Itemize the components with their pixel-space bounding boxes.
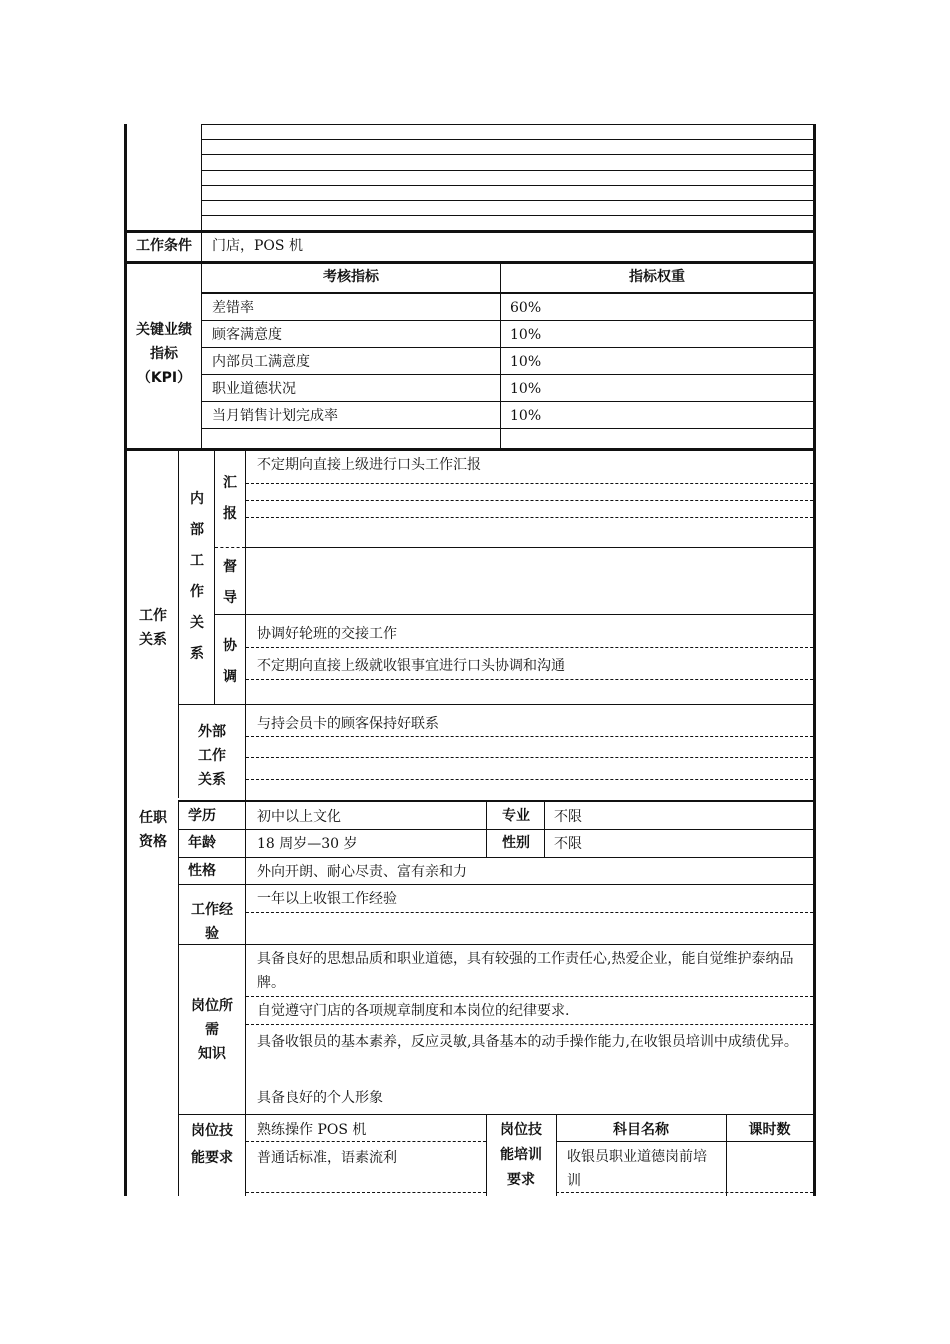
skill-label: 岗位技 能要求	[191, 1123, 233, 1166]
qualifications-label: 任职 资格	[139, 810, 167, 850]
gender-label: 性别	[502, 835, 530, 851]
education-label: 学历	[188, 808, 216, 824]
education-value: 初中以上文化	[257, 809, 341, 825]
external-relations-label: 外部 工作 关系	[198, 724, 226, 788]
knowledge-item-0: 具备良好的思想品质和职业道德，具有较强的工作责任心,热爱企业，能自觉维护泰纳品牌。	[257, 951, 794, 991]
kpi-indicator-3: 职业道德状况	[212, 381, 296, 397]
internal-relations-label: 内 部 工 作 关 系	[190, 491, 204, 662]
knowledge-label: 岗位所 需 知识	[191, 998, 233, 1062]
kpi-indicator-2: 内部员工满意度	[212, 354, 310, 370]
job-description-table	[124, 124, 816, 1196]
kpi-weight-3: 10%	[510, 381, 542, 397]
training-col-hours: 课时数	[748, 1122, 791, 1138]
personality-label: 性格	[188, 863, 216, 879]
training-subject-0: 收银员职业道德岗前培训	[567, 1149, 707, 1189]
kpi-col-indicator: 考核指标	[323, 269, 379, 285]
kpi-col-weight: 指标权重	[629, 269, 685, 285]
report-line-0: 不定期向直接上级进行口头工作汇报	[257, 457, 481, 473]
skill-item-0: 熟练操作 POS 机	[257, 1122, 367, 1138]
kpi-indicator-1: 顾客满意度	[212, 327, 282, 343]
age-label: 年龄	[188, 835, 216, 851]
kpi-label: 关键业绩 指标 （KPI）	[136, 322, 192, 386]
coordinate-line-0: 协调好轮班的交接工作	[257, 626, 397, 642]
experience-label: 工作经 验	[191, 902, 233, 942]
external-line-0: 与持会员卡的顾客保持好联系	[257, 716, 439, 732]
kpi-weight-0: 60%	[510, 300, 542, 316]
coordinate-label: 协 调	[223, 638, 237, 685]
knowledge-item-2: 具备收银员的基本素养，反应灵敏,具备基本的动手操作能力,在收银员培训中成绩优异。	[257, 1034, 798, 1050]
gender-value: 不限	[554, 836, 582, 852]
personality-value: 外向开朗、耐心尽责、富有亲和力	[257, 864, 467, 880]
work-conditions-label: 工作条件	[136, 238, 192, 254]
major-value: 不限	[554, 809, 582, 825]
knowledge-item-3: 具备良好的个人形象	[257, 1090, 383, 1106]
training-col-subject: 科目名称	[613, 1122, 669, 1138]
report-label: 汇 报	[223, 475, 237, 522]
table-border-left	[124, 124, 127, 1196]
table-border-right	[813, 124, 816, 1196]
experience-value: 一年以上收银工作经验	[257, 891, 397, 907]
relations-label: 工作 关系	[139, 608, 167, 648]
kpi-weight-2: 10%	[510, 354, 542, 370]
knowledge-item-1: 自觉遵守门店的各项规章制度和本岗位的纪律要求.	[257, 1003, 570, 1019]
work-conditions-value: 门店，POS 机	[212, 238, 303, 254]
age-value: 18 周岁—30 岁	[257, 836, 358, 852]
major-label: 专业	[502, 808, 530, 824]
kpi-weight-1: 10%	[510, 327, 542, 343]
supervise-label: 督 导	[223, 559, 237, 606]
kpi-indicator-0: 差错率	[212, 300, 254, 316]
kpi-weight-4: 10%	[510, 408, 542, 424]
kpi-indicator-4: 当月销售计划完成率	[212, 408, 338, 424]
skill-item-1: 普通话标准，语素流利	[257, 1150, 397, 1166]
coordinate-line-1: 不定期向直接上级就收银事宜进行口头协调和沟通	[257, 658, 565, 674]
training-label: 岗位技 能培训 要求	[500, 1122, 542, 1188]
